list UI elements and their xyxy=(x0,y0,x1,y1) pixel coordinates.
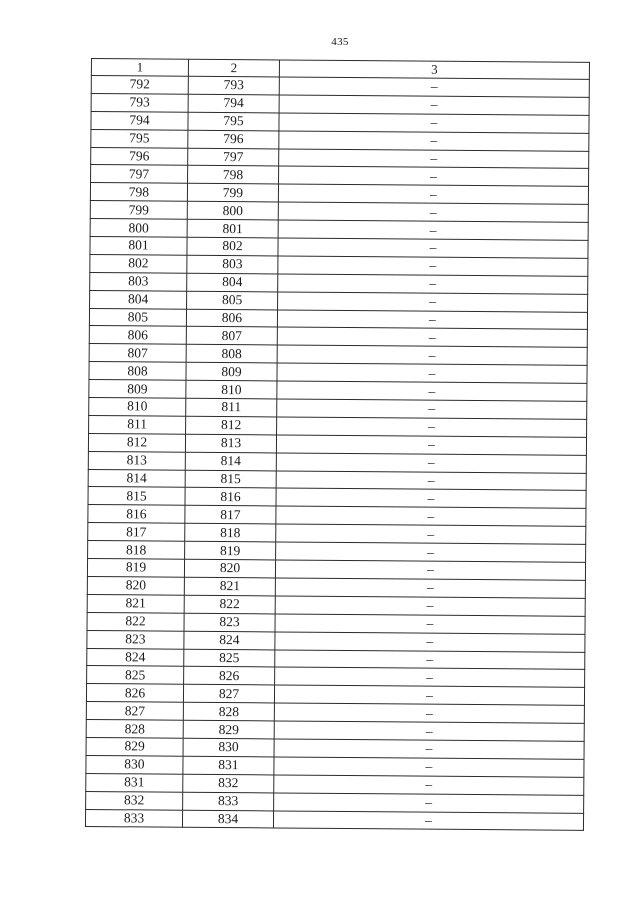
table-cell-col3: – xyxy=(277,327,587,347)
table-cell-col1: 805 xyxy=(89,308,186,327)
table-cell-col3: – xyxy=(279,77,589,97)
table-cell-col2: 817 xyxy=(185,506,276,525)
table-cell-col3: – xyxy=(279,166,589,186)
table-cell-col1: 823 xyxy=(87,630,184,649)
table-cell-col3: – xyxy=(275,560,585,580)
table-cell-col3: – xyxy=(277,310,587,330)
table-cell-col1: 792 xyxy=(91,76,188,95)
table-cell-col1: 815 xyxy=(88,487,185,506)
table-cell-col1: 821 xyxy=(87,594,184,613)
table-cell-col1: 797 xyxy=(91,165,188,184)
table-cell-col2: 807 xyxy=(186,327,277,346)
table-cell-col1: 832 xyxy=(86,791,183,810)
table-body xyxy=(85,76,589,831)
table-cell-col3: – xyxy=(275,614,585,634)
table-cell-col1: 800 xyxy=(90,219,187,238)
table-cell-col3: – xyxy=(274,793,584,813)
table-cell-col2: 819 xyxy=(185,541,276,560)
table-cell-col2: 818 xyxy=(185,524,276,543)
table-cell-col3: – xyxy=(276,524,586,544)
table-cell-col1: 825 xyxy=(87,666,184,685)
table-cell-col3: – xyxy=(278,220,588,240)
table-cell-col2: 796 xyxy=(188,130,279,149)
table-cell-col3: – xyxy=(273,810,583,830)
table-cell-col2: 822 xyxy=(184,595,275,614)
table-cell-col2: 831 xyxy=(183,756,274,775)
table-cell-col3: – xyxy=(274,775,584,795)
table-cell-col2: 823 xyxy=(184,613,275,632)
table-cell-col1: 796 xyxy=(91,147,188,166)
table-cell-col2: 824 xyxy=(184,631,275,650)
table-cell-col2: 829 xyxy=(183,720,274,739)
table-cell-col1: 831 xyxy=(86,773,183,792)
table-cell-col1: 833 xyxy=(85,809,182,828)
table-cell-col3: – xyxy=(275,632,585,652)
table-cell-col1: 812 xyxy=(88,433,185,452)
table-cell-col3: – xyxy=(279,149,589,169)
table-cell-col3: – xyxy=(278,292,588,312)
column-header-1: 1 xyxy=(91,59,188,77)
table-cell-col2: 795 xyxy=(188,112,279,131)
table-cell-col3: – xyxy=(274,685,584,705)
table-cell-col2: 802 xyxy=(187,237,278,256)
table-cell-col3: – xyxy=(277,399,587,419)
table-cell-col2: 794 xyxy=(188,94,279,113)
table-cell-col3: – xyxy=(276,453,586,473)
table-cell-col1: 827 xyxy=(86,702,183,721)
table-cell-col1: 826 xyxy=(86,684,183,703)
table-cell-col2: 810 xyxy=(186,380,277,399)
data-table xyxy=(85,58,590,831)
table-cell-col3: – xyxy=(275,596,585,616)
table-cell-col2: 820 xyxy=(184,559,275,578)
table-cell-col3: – xyxy=(278,256,588,276)
table-cell-col2: 809 xyxy=(186,363,277,382)
table-cell-col2: 832 xyxy=(183,774,274,793)
table-cell-col3: – xyxy=(277,363,587,383)
table-cell-col3: – xyxy=(276,435,586,455)
table-cell-col2: 798 xyxy=(188,166,279,185)
table-cell-col2: 808 xyxy=(186,345,277,364)
table-cell-col3: – xyxy=(278,274,588,294)
table-cell-col2: 805 xyxy=(187,291,278,310)
table-cell-col1: 822 xyxy=(87,612,184,631)
table-cell-col1: 799 xyxy=(90,201,187,220)
table-cell-col3: – xyxy=(278,238,588,258)
table-row xyxy=(85,809,583,831)
table-cell-col1: 795 xyxy=(91,129,188,148)
table-cell-col3: – xyxy=(277,417,587,437)
column-header-3: 3 xyxy=(279,60,589,79)
table-cell-col3: – xyxy=(276,471,586,491)
table-cell-col1: 802 xyxy=(90,254,187,273)
table-cell-col2: 797 xyxy=(188,148,279,167)
table-cell-col2: 825 xyxy=(184,649,275,668)
table-cell-col1: 807 xyxy=(89,344,186,363)
table-cell-col1: 809 xyxy=(89,380,186,399)
table-cell-col2: 815 xyxy=(185,470,276,489)
table-cell-col2: 793 xyxy=(188,76,279,95)
table-cell-col1: 808 xyxy=(89,362,186,381)
table-cell-col1: 816 xyxy=(88,505,185,524)
table-cell-col3: – xyxy=(277,345,587,365)
table-cell-col3: – xyxy=(274,703,584,723)
table-cell-col1: 801 xyxy=(90,237,187,256)
table-cell-col2: 804 xyxy=(187,273,278,292)
table-cell-col1: 804 xyxy=(90,290,187,309)
column-header-2: 2 xyxy=(188,59,279,77)
table-cell-col3: – xyxy=(279,113,589,133)
table-cell-col3: – xyxy=(278,184,588,204)
table-cell-col3: – xyxy=(277,381,587,401)
table-cell-col1: 830 xyxy=(86,755,183,774)
table-cell-col2: 813 xyxy=(185,434,276,453)
table-cell-col2: 811 xyxy=(186,398,277,417)
table-cell-col3: – xyxy=(279,131,589,151)
table-cell-col1: 814 xyxy=(88,469,185,488)
table-cell-col2: 821 xyxy=(184,577,275,596)
table-cell-col3: – xyxy=(276,488,586,508)
table-cell-col1: 817 xyxy=(88,523,185,542)
table-cell-col3: – xyxy=(275,578,585,598)
table-cell-col1: 811 xyxy=(89,415,186,434)
table-cell-col3: – xyxy=(274,721,584,741)
table-cell-col1: 794 xyxy=(91,111,188,130)
table-cell-col1: 819 xyxy=(87,559,184,578)
table-cell-col1: 798 xyxy=(90,183,187,202)
table-cell-col3: – xyxy=(278,202,588,222)
table-cell-col1: 824 xyxy=(87,648,184,667)
table-cell-col2: 833 xyxy=(183,792,274,811)
table-cell-col2: 812 xyxy=(186,416,277,435)
table-cell-col2: 803 xyxy=(187,255,278,274)
table-cell-col1: 820 xyxy=(87,576,184,595)
table-cell-col2: 814 xyxy=(185,452,276,471)
table-cell-col3: – xyxy=(274,757,584,777)
table-cell-col2: 806 xyxy=(186,309,277,328)
table-cell-col3: – xyxy=(279,95,589,115)
table-cell-col3: – xyxy=(276,506,586,526)
table-cell-col2: 800 xyxy=(187,201,278,220)
table-cell-col1: 810 xyxy=(89,398,186,417)
table-cell-col3: – xyxy=(276,542,586,562)
table-cell-col2: 830 xyxy=(183,738,274,757)
table-cell-col3: – xyxy=(274,739,584,759)
table-cell-col1: 806 xyxy=(89,326,186,345)
page-number: 435 xyxy=(331,36,349,48)
table-cell-col1: 818 xyxy=(88,541,185,560)
table-cell-col2: 834 xyxy=(182,810,273,829)
table-cell-col1: 793 xyxy=(91,93,188,112)
table-cell-col2: 828 xyxy=(183,702,274,721)
table-cell-col2: 826 xyxy=(184,667,275,686)
table-cell-col3: – xyxy=(275,667,585,687)
table-cell-col1: 813 xyxy=(88,451,185,470)
table-cell-col2: 799 xyxy=(187,184,278,203)
table-cell-col3: – xyxy=(275,649,585,669)
table-cell-col2: 816 xyxy=(185,488,276,507)
table-cell-col2: 827 xyxy=(183,685,274,704)
table-cell-col2: 801 xyxy=(187,219,278,238)
table-cell-col1: 829 xyxy=(86,737,183,756)
table-cell-col1: 803 xyxy=(90,272,187,291)
table-cell-col1: 828 xyxy=(86,720,183,739)
